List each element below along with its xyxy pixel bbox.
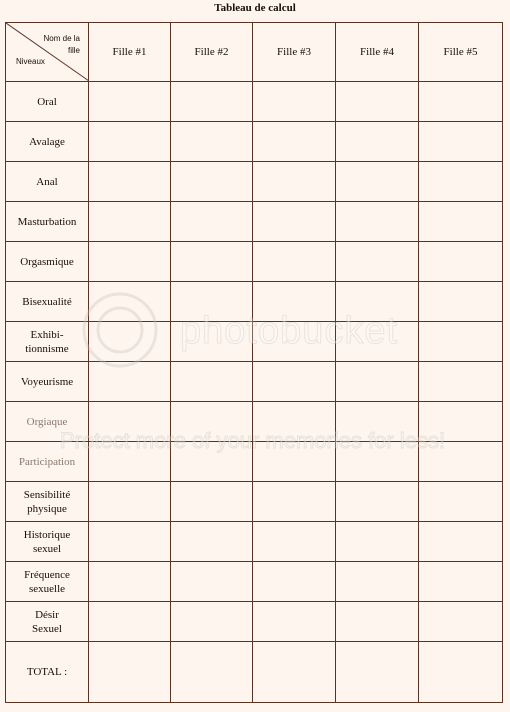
- score-cell: [171, 242, 253, 282]
- score-cell: [89, 322, 171, 362]
- score-cell: [336, 362, 419, 402]
- sheet-title: Tableau de calcul: [214, 2, 296, 14]
- score-cell: [89, 122, 171, 162]
- row-label: Orgasmique: [6, 242, 89, 282]
- score-cell: [336, 122, 419, 162]
- table-row: [6, 642, 503, 703]
- score-cell: [253, 82, 336, 122]
- score-cell: [336, 522, 419, 562]
- score-cell: [336, 82, 419, 122]
- table-row: [6, 122, 503, 162]
- score-cell: [336, 162, 419, 202]
- score-cell: [419, 522, 503, 562]
- score-cell: [171, 642, 253, 703]
- score-cell: [336, 282, 419, 322]
- score-cell: [171, 202, 253, 242]
- score-cell: [171, 162, 253, 202]
- score-cell: [89, 282, 171, 322]
- row-label: Désir Sexuel: [6, 602, 89, 642]
- score-cell: [419, 282, 503, 322]
- row-label: Participation: [6, 442, 89, 482]
- row-label: Masturbation: [6, 202, 89, 242]
- score-cell: [89, 602, 171, 642]
- column-header: Fille #2: [171, 23, 253, 82]
- score-cell: [253, 122, 336, 162]
- score-cell: [89, 162, 171, 202]
- score-cell: [253, 442, 336, 482]
- score-cell: [89, 442, 171, 482]
- table-row: [6, 522, 503, 562]
- score-cell: [253, 162, 336, 202]
- score-cell: [419, 442, 503, 482]
- score-cell: [419, 322, 503, 362]
- score-cell: [171, 122, 253, 162]
- column-header: Fille #5: [419, 23, 503, 82]
- score-cell: [336, 562, 419, 602]
- score-cell: [89, 522, 171, 562]
- header-row: [6, 23, 503, 82]
- table-row: [6, 602, 503, 642]
- table-row: [6, 402, 503, 442]
- score-cell: [171, 282, 253, 322]
- score-cell: [89, 82, 171, 122]
- score-cell: [171, 82, 253, 122]
- score-cell: [253, 322, 336, 362]
- score-cell: [336, 322, 419, 362]
- score-cell: [89, 402, 171, 442]
- score-cell: [419, 162, 503, 202]
- row-label: Sensibilité physique: [6, 482, 89, 522]
- table-row: [6, 282, 503, 322]
- row-label: Orgiaque: [6, 402, 89, 442]
- row-label: TOTAL :: [6, 642, 89, 703]
- score-cell: [171, 602, 253, 642]
- table-row: [6, 82, 503, 122]
- table-row: [6, 202, 503, 242]
- score-cell: [253, 602, 336, 642]
- calculation-table: [5, 22, 503, 703]
- row-label: Avalage: [6, 122, 89, 162]
- score-cell: [253, 482, 336, 522]
- score-cell: [419, 482, 503, 522]
- score-cell: [419, 82, 503, 122]
- score-cell: [89, 202, 171, 242]
- score-cell: [171, 522, 253, 562]
- score-cell: [419, 202, 503, 242]
- table-row: [6, 322, 503, 362]
- score-cell: [89, 362, 171, 402]
- score-cell: [419, 362, 503, 402]
- column-header: Fille #1: [89, 23, 171, 82]
- row-label: Exhibi- tionnisme: [6, 322, 89, 362]
- table-row: [6, 442, 503, 482]
- watermark-tagline: Protect more of your memories for less!: [60, 428, 446, 453]
- score-cell: [253, 402, 336, 442]
- corner-top-label: Nom de la fille: [43, 34, 80, 55]
- score-cell: [419, 562, 503, 602]
- score-cell: [336, 602, 419, 642]
- score-cell: [171, 482, 253, 522]
- row-label: Bisexualité: [6, 282, 89, 322]
- row-label: Anal: [6, 162, 89, 202]
- table-row: [6, 562, 503, 602]
- score-cell: [336, 642, 419, 703]
- score-cell: [336, 202, 419, 242]
- score-cell: [171, 562, 253, 602]
- watermark-brand: photobucket: [180, 310, 399, 352]
- corner-bottom-label: Niveaux: [16, 57, 45, 66]
- score-cell: [253, 522, 336, 562]
- score-cell: [171, 402, 253, 442]
- score-cell: [253, 282, 336, 322]
- score-cell: [171, 442, 253, 482]
- table-row: [6, 242, 503, 282]
- table-row: [6, 362, 503, 402]
- score-cell: [419, 642, 503, 703]
- score-cell: [253, 242, 336, 282]
- score-cell: [419, 122, 503, 162]
- row-label: Fréquence sexuelle: [6, 562, 89, 602]
- table-row: [6, 482, 503, 522]
- corner-cell: [6, 23, 89, 82]
- score-cell: [89, 482, 171, 522]
- score-cell: [89, 242, 171, 282]
- score-cell: [419, 402, 503, 442]
- row-label: Oral: [6, 82, 89, 122]
- score-cell: [253, 562, 336, 602]
- score-cell: [336, 442, 419, 482]
- score-cell: [253, 362, 336, 402]
- column-header: Fille #3: [253, 23, 336, 82]
- row-label: Voyeurisme: [6, 362, 89, 402]
- score-cell: [253, 202, 336, 242]
- row-label: Historique sexuel: [6, 522, 89, 562]
- score-cell: [89, 562, 171, 602]
- score-cell: [336, 242, 419, 282]
- score-cell: [336, 482, 419, 522]
- score-cell: [171, 322, 253, 362]
- table-row: [6, 162, 503, 202]
- column-header: Fille #4: [336, 23, 419, 82]
- score-cell: [89, 642, 171, 703]
- score-cell: [253, 642, 336, 703]
- score-cell: [419, 242, 503, 282]
- score-cell: [171, 362, 253, 402]
- score-cell: [419, 602, 503, 642]
- score-cell: [336, 402, 419, 442]
